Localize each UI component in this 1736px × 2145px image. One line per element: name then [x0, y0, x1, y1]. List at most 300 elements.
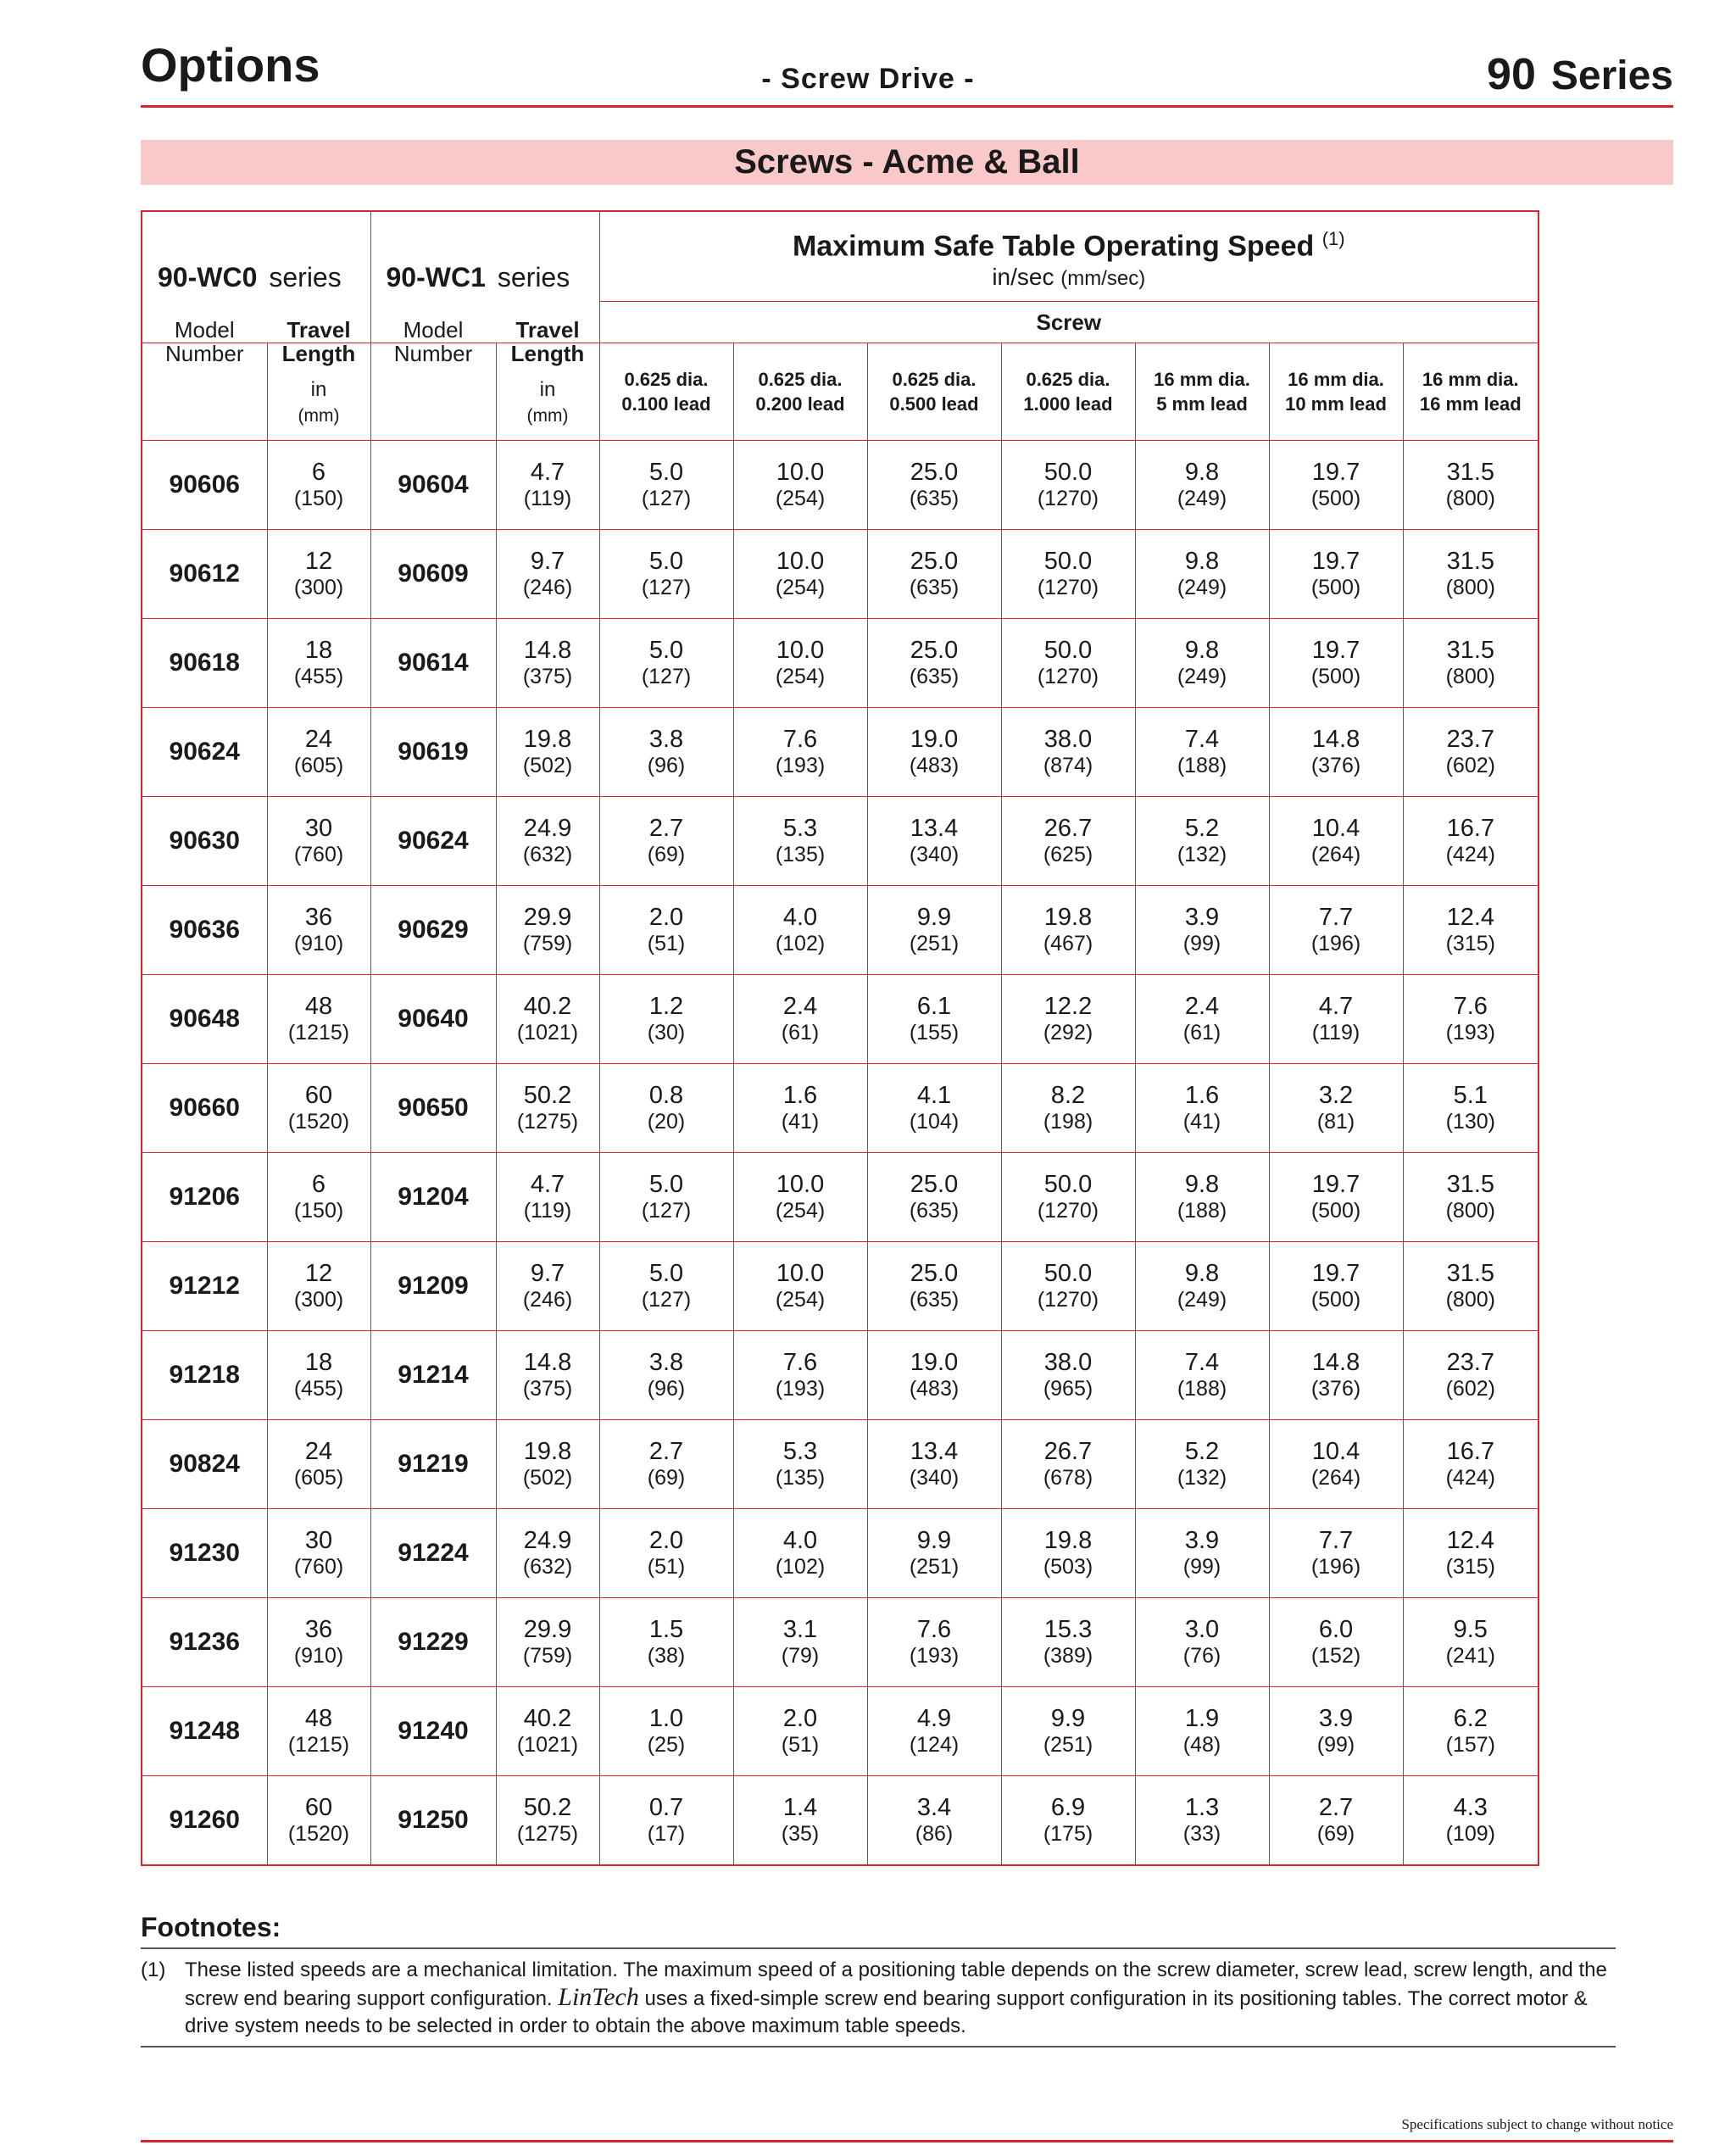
wc1-model-number: 90609: [370, 530, 496, 619]
wc0-model-number: 90606: [142, 441, 267, 530]
speed-cell: [1001, 1509, 1135, 1598]
table-body: [142, 441, 1538, 1866]
wc1-model-number: 90604: [370, 441, 496, 530]
value-mm: (249): [1177, 487, 1227, 510]
speed-cell: [1135, 441, 1269, 530]
value-in: 4.0: [782, 904, 818, 931]
value-mm: (249): [1177, 665, 1227, 688]
model-label: Model Number: [165, 317, 244, 366]
wc1-travel-length: [496, 1242, 599, 1331]
disclaimer: Specifications subject to change without notice: [1401, 2116, 1673, 2132]
value-in: 2.0: [648, 1527, 684, 1554]
wc0-model-number: 91218: [142, 1331, 267, 1420]
wc1-model-number: 90650: [370, 1064, 496, 1153]
value-in: 14.8: [523, 1349, 572, 1376]
value-in: 4.3: [1453, 1794, 1488, 1821]
value-mm: (155): [909, 1021, 960, 1045]
speed-cell: [599, 1153, 733, 1242]
value-in: 48: [304, 1705, 333, 1732]
speed-cell: [1135, 1331, 1269, 1420]
speed-cell: [1135, 619, 1269, 708]
value-in: 6.2: [1453, 1705, 1488, 1732]
speed-cell: [1135, 1153, 1269, 1242]
speed-cell: [1001, 1420, 1135, 1509]
value-mm: (910): [293, 1644, 344, 1668]
speed-cell: [1135, 1420, 1269, 1509]
screw-spec: 0.625 dia. 1.000 lead: [1023, 369, 1113, 415]
value-in: 19.7: [1311, 637, 1360, 664]
value-in: 3.8: [648, 726, 684, 753]
value-in: 48: [304, 993, 333, 1020]
value-in: 2.0: [782, 1705, 818, 1732]
footnotes-title: Footnotes:: [141, 1912, 281, 1942]
wc1-model-number: 90619: [370, 708, 496, 797]
value-in: 29.9: [523, 904, 572, 931]
value-mm: (292): [1043, 1021, 1093, 1045]
value-in: 60: [304, 1082, 333, 1109]
value-in: 31.5: [1446, 1260, 1495, 1287]
wc1-travel-length: [496, 1153, 599, 1242]
wc0-model-number: 91206: [142, 1153, 267, 1242]
column-subheader-row: [142, 343, 1538, 441]
brand-name: LinTech: [558, 1983, 639, 2011]
value-mm: (69): [647, 1466, 686, 1490]
wc1-travel-length: [496, 1598, 599, 1687]
value-in: 23.7: [1446, 726, 1495, 753]
value-in: 19.7: [1311, 459, 1360, 486]
value-in: 2.4: [1184, 993, 1220, 1020]
value-in: 38.0: [1043, 1349, 1093, 1376]
speed-cell: [599, 886, 733, 975]
speed-cell: [1403, 619, 1538, 708]
value-in: 6: [311, 459, 326, 486]
value-mm: (251): [909, 1555, 960, 1579]
value-in: 7.6: [1453, 993, 1488, 1020]
speed-cell: [867, 886, 1001, 975]
speed-cell: [733, 797, 867, 886]
value-mm: (193): [775, 754, 826, 777]
speed-cell: [733, 1776, 867, 1866]
footnotes-rule-top: [141, 1947, 1616, 1949]
speed-cell: [1269, 886, 1403, 975]
value-in: 31.5: [1446, 459, 1495, 486]
value-in: 9.5: [1453, 1616, 1488, 1643]
speed-cell: [733, 1153, 867, 1242]
value-mm: (340): [909, 1466, 960, 1490]
speed-cell: [1403, 530, 1538, 619]
speed-cell: [867, 1598, 1001, 1687]
speed-cell: [1135, 1509, 1269, 1598]
header-rule: [141, 105, 1673, 108]
value-in: 25.0: [910, 637, 959, 664]
value-mm: (193): [775, 1377, 826, 1401]
screw-spec: 16 mm dia. 10 mm lead: [1285, 369, 1387, 415]
wc0-travel-length: [267, 1153, 370, 1242]
value-in: 7.4: [1184, 1349, 1220, 1376]
value-in: 60: [304, 1794, 333, 1821]
value-in: 19.0: [910, 1349, 959, 1376]
value-in: 5.3: [782, 1438, 818, 1465]
value-mm: (132): [1177, 843, 1227, 866]
screw-column-header: [1403, 343, 1538, 441]
value-mm: (500): [1310, 487, 1361, 510]
value-mm: (17): [647, 1822, 686, 1846]
speed-cell: [1403, 886, 1538, 975]
value-in: 3.1: [782, 1616, 818, 1643]
value-mm: (51): [647, 1555, 686, 1579]
table-row: [142, 1598, 1538, 1687]
model-number-header: [370, 317, 496, 441]
value-in: 9.8: [1184, 1171, 1220, 1198]
table-row: [142, 708, 1538, 797]
value-in: 12.2: [1043, 993, 1093, 1020]
value-mm: (198): [1043, 1110, 1093, 1134]
value-mm: (874): [1043, 754, 1093, 777]
value-in: 7.6: [782, 1349, 818, 1376]
speed-cell: [1001, 530, 1135, 619]
value-mm: (455): [293, 665, 344, 688]
table-row: [142, 1420, 1538, 1509]
wc1-model-number: 91209: [370, 1242, 496, 1331]
screw-column-header: [733, 343, 867, 441]
wc1-travel-length: [496, 886, 599, 975]
speed-cell: [1001, 1331, 1135, 1420]
value-mm: (193): [909, 1644, 960, 1668]
wc1-travel-length: [496, 1776, 599, 1866]
speed-cell: [733, 1064, 867, 1153]
wc1-travel-length: [496, 441, 599, 530]
value-mm: (625): [1043, 843, 1093, 866]
speed-cell: [1403, 1331, 1538, 1420]
wc0-travel-length: [267, 530, 370, 619]
value-in: 36: [304, 1616, 333, 1643]
wc1-model-number: 91204: [370, 1153, 496, 1242]
wc0-model-number: 90648: [142, 975, 267, 1064]
value-in: 26.7: [1043, 1438, 1093, 1465]
wc0-travel-length: [267, 1064, 370, 1153]
speed-cell: [1135, 1242, 1269, 1331]
speed-cell: [1135, 1598, 1269, 1687]
speed-cell: [599, 1420, 733, 1509]
speed-cell: [1403, 441, 1538, 530]
value-mm: (500): [1310, 665, 1361, 688]
wc1-model-number: 90629: [370, 886, 496, 975]
speed-cell: [599, 1331, 733, 1420]
speed-cell: [599, 1598, 733, 1687]
speed-cell: [1403, 1064, 1538, 1153]
value-mm: (376): [1310, 1377, 1361, 1401]
value-mm: (632): [522, 843, 573, 866]
series-title: [1487, 49, 1673, 100]
value-in: 1.5: [648, 1616, 684, 1643]
value-in: 12.4: [1446, 1527, 1495, 1554]
value-in: 5.0: [648, 459, 684, 486]
value-in: 14.8: [1311, 1349, 1360, 1376]
speed-cell: [1403, 1598, 1538, 1687]
value-mm: (25): [647, 1733, 686, 1757]
wc1-travel-length: [496, 1509, 599, 1598]
value-mm: (502): [522, 1466, 573, 1490]
speed-cell: [1001, 441, 1135, 530]
value-mm: (51): [647, 932, 686, 956]
value-mm: (602): [1445, 1377, 1495, 1401]
wc0-model-number: 91230: [142, 1509, 267, 1598]
speed-cell: [1403, 1153, 1538, 1242]
speed-cell: [1001, 797, 1135, 886]
value-in: 50.0: [1043, 1171, 1093, 1198]
screw-spec: 0.625 dia. 0.500 lead: [889, 369, 979, 415]
speed-cell: [1269, 619, 1403, 708]
value-mm: (99): [1182, 1555, 1221, 1579]
value-mm: (127): [641, 487, 692, 510]
speed-cell: [733, 1420, 867, 1509]
value-in: 9.8: [1184, 1260, 1220, 1287]
value-in: 3.2: [1318, 1082, 1354, 1109]
wc0-model-number: 90612: [142, 530, 267, 619]
value-in: 4.7: [530, 459, 565, 486]
value-mm: (389): [1043, 1644, 1093, 1668]
value-in: 1.3: [1184, 1794, 1220, 1821]
table-row: [142, 441, 1538, 530]
value-in: 4.7: [530, 1171, 565, 1198]
value-in: 3.4: [916, 1794, 952, 1821]
value-mm: (254): [775, 665, 826, 688]
value-mm: (635): [909, 1288, 960, 1312]
speed-cell: [1001, 1242, 1135, 1331]
value-in: 0.7: [648, 1794, 684, 1821]
value-mm: (102): [775, 932, 826, 956]
value-mm: (69): [1316, 1822, 1355, 1846]
value-mm: (1215): [287, 1733, 350, 1757]
value-in: 7.6: [916, 1616, 952, 1643]
value-in: 5.0: [648, 548, 684, 575]
value-in: 9.9: [1050, 1705, 1086, 1732]
value-mm: (424): [1445, 1466, 1495, 1490]
value-in: 25.0: [910, 459, 959, 486]
speed-cell: [867, 1776, 1001, 1866]
speed-cell: [733, 1331, 867, 1420]
speed-cell: [733, 975, 867, 1064]
value-mm: (48): [1182, 1733, 1221, 1757]
value-in: 50.0: [1043, 637, 1093, 664]
value-mm: (254): [775, 576, 826, 599]
value-mm: (127): [641, 1288, 692, 1312]
value-in: 10.4: [1311, 815, 1360, 842]
value-mm: (300): [293, 576, 344, 599]
value-in: 19.0: [910, 726, 959, 753]
table-row: [142, 530, 1538, 619]
screw-column-header: [1269, 343, 1403, 441]
value-in: 50.0: [1043, 1260, 1093, 1287]
speed-cell: [867, 530, 1001, 619]
wc0-travel-length: [267, 886, 370, 975]
value-in: 12.4: [1446, 904, 1495, 931]
screw-column-header: [1135, 343, 1269, 441]
footnote-number: (1): [141, 1958, 166, 1981]
speed-cell: [867, 975, 1001, 1064]
value-mm: (1275): [516, 1110, 579, 1134]
wc1-model-number: 90614: [370, 619, 496, 708]
value-in: 3.9: [1184, 1527, 1220, 1554]
value-in: 13.4: [910, 815, 959, 842]
speed-cell: [1001, 1776, 1135, 1866]
speed-table: [141, 210, 1539, 1866]
wc1-travel-length: [496, 1687, 599, 1776]
value-mm: (81): [1316, 1110, 1355, 1134]
value-mm: (119): [1311, 1021, 1360, 1045]
speed-cell: [1001, 619, 1135, 708]
speed-cell: [1001, 708, 1135, 797]
series-number: 90: [1487, 50, 1536, 99]
speed-cell: [867, 1509, 1001, 1598]
value-mm: (104): [909, 1110, 960, 1134]
value-in: 50.2: [523, 1082, 572, 1109]
value-mm: (1021): [516, 1733, 579, 1757]
value-in: 2.7: [648, 1438, 684, 1465]
speed-cell: [733, 886, 867, 975]
model-label: Model Number: [393, 317, 473, 366]
value-in: 9.7: [530, 1260, 565, 1287]
wc0-model-number: 90660: [142, 1064, 267, 1153]
speed-cell: [1269, 1420, 1403, 1509]
wc0-travel-length: [267, 1242, 370, 1331]
table-row: [142, 1331, 1538, 1420]
wc1-travel-length: [496, 619, 599, 708]
speed-cell: [1403, 708, 1538, 797]
value-mm: (635): [909, 487, 960, 510]
value-mm: (127): [641, 1199, 692, 1223]
value-in: 31.5: [1446, 1171, 1495, 1198]
value-in: 9.8: [1184, 637, 1220, 664]
speed-cell: [1269, 1331, 1403, 1420]
speed-cell: [1269, 1598, 1403, 1687]
value-in: 10.0: [776, 1260, 825, 1287]
value-in: 5.2: [1184, 815, 1220, 842]
value-mm: (76): [1182, 1644, 1221, 1668]
value-in: 5.0: [648, 637, 684, 664]
value-mm: (502): [522, 754, 573, 777]
value-mm: (150): [293, 487, 344, 510]
wc1-model-number: 91224: [370, 1509, 496, 1598]
wc0-model-number: 90618: [142, 619, 267, 708]
value-in: 2.7: [648, 815, 684, 842]
value-mm: (467): [1043, 932, 1093, 956]
value-mm: (246): [522, 1288, 573, 1312]
value-mm: (605): [293, 754, 344, 777]
value-mm: (759): [522, 932, 573, 956]
value-in: 12: [304, 1260, 333, 1287]
speed-cell: [1135, 708, 1269, 797]
value-mm: (300): [293, 1288, 344, 1312]
value-in: 8.2: [1050, 1082, 1086, 1109]
value-mm: (910): [293, 932, 344, 956]
value-in: 1.4: [782, 1794, 818, 1821]
table-row: [142, 1687, 1538, 1776]
value-in: 9.7: [530, 548, 565, 575]
value-mm: (375): [522, 665, 573, 688]
speed-cell: [733, 441, 867, 530]
wc0-model-number: 90636: [142, 886, 267, 975]
value-mm: (635): [909, 1199, 960, 1223]
page-title: Options: [141, 38, 320, 92]
speed-cell: [867, 619, 1001, 708]
value-mm: (61): [781, 1021, 820, 1045]
value-in: 7.6: [782, 726, 818, 753]
value-mm: (760): [293, 843, 344, 866]
value-in: 3.8: [648, 1349, 684, 1376]
value-mm: (1270): [1037, 1288, 1099, 1312]
value-in: 7.4: [1184, 726, 1220, 753]
value-mm: (41): [781, 1110, 820, 1134]
value-mm: (127): [641, 576, 692, 599]
value-in: 10.0: [776, 459, 825, 486]
value-in: 3.9: [1318, 1705, 1354, 1732]
speed-cell: [599, 1687, 733, 1776]
value-in: 31.5: [1446, 637, 1495, 664]
speed-cell: [1269, 1242, 1403, 1331]
speed-cell: [867, 1420, 1001, 1509]
table-row: [142, 797, 1538, 886]
value-mm: (33): [1182, 1822, 1221, 1846]
value-in: 4.9: [916, 1705, 952, 1732]
value-mm: (340): [909, 843, 960, 866]
wc0-model-number: 91212: [142, 1242, 267, 1331]
speed-cell: [1135, 530, 1269, 619]
value-mm: (246): [522, 576, 573, 599]
wc1-travel-length: [496, 797, 599, 886]
speed-cell: [1001, 886, 1135, 975]
value-mm: (632): [522, 1555, 573, 1579]
value-mm: (251): [909, 932, 960, 956]
speed-cell: [599, 530, 733, 619]
value-in: 40.2: [523, 993, 572, 1020]
value-mm: (96): [647, 754, 686, 777]
speed-cell: [1001, 975, 1135, 1064]
speed-cell: [733, 708, 867, 797]
speed-cell: [1403, 975, 1538, 1064]
speed-cell: [599, 975, 733, 1064]
speed-cell: [599, 1242, 733, 1331]
value-in: 1.0: [648, 1705, 684, 1732]
speed-cell: [1001, 1153, 1135, 1242]
value-in: 6.0: [1318, 1616, 1354, 1643]
max-speed-title: Maximum Safe Table Operating Speed $^{(1)}$: [792, 228, 1345, 263]
value-in: 9.9: [916, 904, 952, 931]
value-mm: (315): [1445, 1555, 1495, 1579]
value-mm: (635): [909, 576, 960, 599]
wc0-travel-length: [267, 619, 370, 708]
speed-cell: [1403, 1509, 1538, 1598]
value-mm: (38): [647, 1644, 686, 1668]
value-in: 10.0: [776, 1171, 825, 1198]
value-in: 10.0: [776, 637, 825, 664]
wc0-model-number: 90624: [142, 708, 267, 797]
wc0-travel-length: [267, 708, 370, 797]
value-mm: (124): [909, 1733, 960, 1757]
wc1-series-suffix: series: [497, 261, 570, 292]
speed-cell: [733, 1242, 867, 1331]
travel-length-header: [267, 317, 370, 441]
value-mm: (109): [1445, 1822, 1495, 1846]
section-banner: Screws - Acme & Ball: [141, 140, 1673, 185]
value-mm: (35): [781, 1822, 820, 1846]
value-in: 30: [304, 815, 333, 842]
speed-cell: [1135, 886, 1269, 975]
value-mm: (188): [1177, 754, 1227, 777]
value-in: 25.0: [910, 1171, 959, 1198]
value-mm: (315): [1445, 932, 1495, 956]
value-in: 19.8: [1043, 904, 1093, 931]
